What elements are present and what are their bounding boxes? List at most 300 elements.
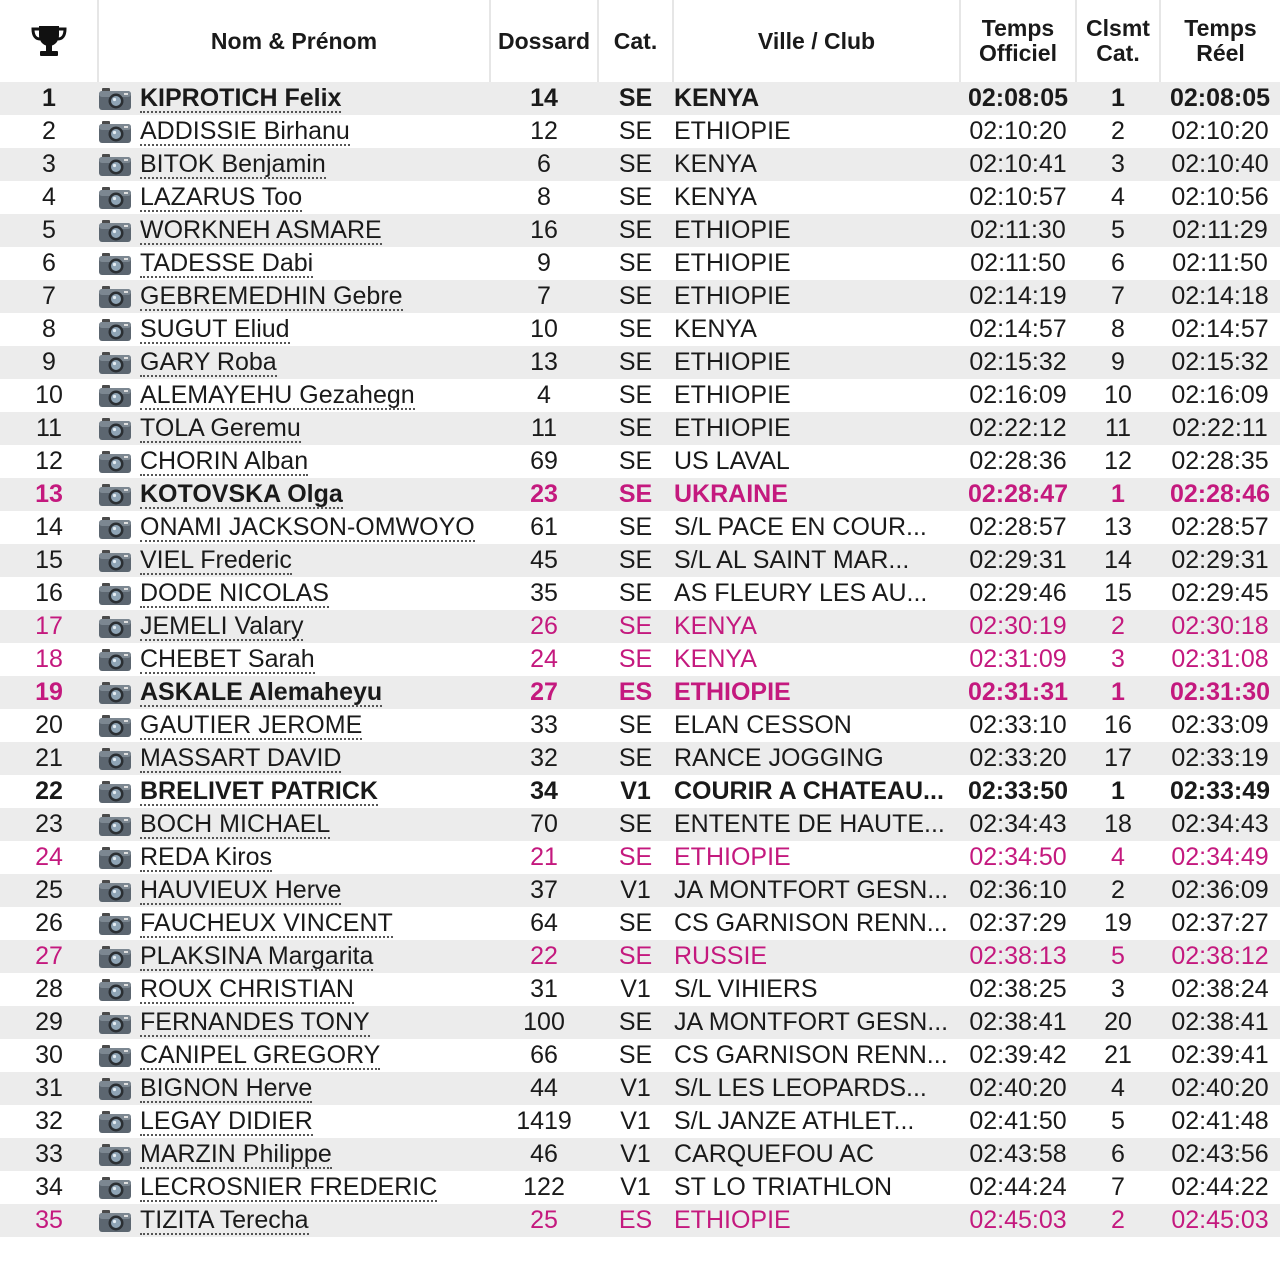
- header-clsmt-cat[interactable]: [1076, 0, 1160, 82]
- category-cell: SE: [598, 478, 673, 511]
- category-rank-cell: 19: [1076, 907, 1160, 940]
- club-cell: ETHIOPIE: [673, 280, 960, 313]
- bib-cell: 34: [490, 775, 598, 808]
- category-cell: V1: [598, 1105, 673, 1138]
- table-row: [0, 478, 1280, 511]
- rank-cell: 17: [0, 610, 98, 643]
- real-time-cell: 02:33:09: [1160, 709, 1280, 742]
- real-time-cell: 02:16:09: [1160, 379, 1280, 412]
- name-cell: [98, 709, 490, 742]
- camera-icon[interactable]: [98, 647, 132, 672]
- rank-cell: 30: [0, 1039, 98, 1072]
- camera-icon[interactable]: [98, 218, 132, 243]
- camera-icon[interactable]: [98, 185, 132, 210]
- runner-name-link[interactable]: FAUCHEUX VINCENT: [140, 909, 393, 938]
- official-time-cell: 02:29:46: [960, 577, 1076, 610]
- table-row: [0, 907, 1280, 940]
- rank-cell: 6: [0, 247, 98, 280]
- category-cell: SE: [598, 346, 673, 379]
- runner-name-link[interactable]: WORKNEH ASMARE: [140, 216, 382, 245]
- table-row: [0, 1171, 1280, 1204]
- table-row: [0, 412, 1280, 445]
- camera-icon[interactable]: [98, 1043, 132, 1068]
- rank-cell: 16: [0, 577, 98, 610]
- camera-icon[interactable]: [98, 1010, 132, 1035]
- category-cell: SE: [598, 610, 673, 643]
- name-cell: [98, 1138, 490, 1171]
- real-time-cell: 02:31:30: [1160, 676, 1280, 709]
- runner-name-link[interactable]: GEBREMEDHIN Gebre: [140, 282, 403, 311]
- category-cell: SE: [598, 1039, 673, 1072]
- official-time-cell: 02:11:50: [960, 247, 1076, 280]
- official-time-cell: 02:29:31: [960, 544, 1076, 577]
- club-cell: KENYA: [673, 181, 960, 214]
- real-time-cell: 02:38:12: [1160, 940, 1280, 973]
- club-cell: UKRAINE: [673, 478, 960, 511]
- camera-icon[interactable]: [98, 284, 132, 309]
- category-rank-cell: 18: [1076, 808, 1160, 841]
- bib-cell: 16: [490, 214, 598, 247]
- official-time-cell: 02:33:10: [960, 709, 1076, 742]
- table-row: [0, 577, 1280, 610]
- rank-cell: 3: [0, 148, 98, 181]
- bib-cell: 100: [490, 1006, 598, 1039]
- category-cell: SE: [598, 379, 673, 412]
- rank-cell: 27: [0, 940, 98, 973]
- name-cell: [98, 82, 490, 115]
- bib-cell: 24: [490, 643, 598, 676]
- runner-name-link[interactable]: LECROSNIER FREDERIC: [140, 1173, 438, 1202]
- camera-icon[interactable]: [98, 812, 132, 837]
- table-row: [0, 676, 1280, 709]
- table-row: [0, 346, 1280, 379]
- name-cell: [98, 841, 490, 874]
- official-time-cell: 02:28:36: [960, 445, 1076, 478]
- official-time-cell: 02:11:30: [960, 214, 1076, 247]
- camera-icon[interactable]: [98, 482, 132, 507]
- runner-name-link[interactable]: CHORIN Alban: [140, 447, 309, 476]
- category-cell: V1: [598, 1072, 673, 1105]
- category-cell: ES: [598, 1204, 673, 1237]
- real-time-cell: 02:08:05: [1160, 82, 1280, 115]
- header-temps-officiel[interactable]: [960, 0, 1076, 82]
- name-cell: [98, 445, 490, 478]
- camera-icon[interactable]: [98, 713, 132, 738]
- club-cell: S/L LES LEOPARDS...: [673, 1072, 960, 1105]
- camera-icon[interactable]: [98, 581, 132, 606]
- header-temps-officiel-line1: Temps: [981, 15, 1055, 41]
- category-cell: SE: [598, 82, 673, 115]
- name-cell: [98, 1039, 490, 1072]
- official-time-cell: 02:34:43: [960, 808, 1076, 841]
- bib-cell: 8: [490, 181, 598, 214]
- real-time-cell: 02:33:19: [1160, 742, 1280, 775]
- header-temps-reel-line2: Réel: [1196, 40, 1245, 66]
- camera-icon[interactable]: [98, 614, 132, 639]
- bib-cell: 122: [490, 1171, 598, 1204]
- club-cell: AS FLEURY LES AU...: [673, 577, 960, 610]
- rank-cell: 2: [0, 115, 98, 148]
- camera-icon[interactable]: [98, 548, 132, 573]
- club-cell: RUSSIE: [673, 940, 960, 973]
- name-cell: [98, 676, 490, 709]
- name-cell: [98, 1105, 490, 1138]
- category-rank-cell: 2: [1076, 115, 1160, 148]
- camera-icon[interactable]: [98, 1109, 132, 1134]
- header-temps-reel[interactable]: [1160, 0, 1280, 82]
- category-rank-cell: 12: [1076, 445, 1160, 478]
- category-cell: SE: [598, 1006, 673, 1039]
- official-time-cell: 02:28:47: [960, 478, 1076, 511]
- name-cell: [98, 1006, 490, 1039]
- club-cell: ETHIOPIE: [673, 412, 960, 445]
- category-cell: SE: [598, 808, 673, 841]
- club-cell: CS GARNISON RENN...: [673, 1039, 960, 1072]
- name-cell: [98, 1204, 490, 1237]
- real-time-cell: 02:39:41: [1160, 1039, 1280, 1072]
- camera-icon[interactable]: [98, 251, 132, 276]
- runner-name-link[interactable]: ROUX CHRISTIAN: [140, 975, 354, 1004]
- runner-name-link[interactable]: SUGUT Eliud: [140, 315, 290, 344]
- runner-name-link[interactable]: TOLA Geremu: [140, 414, 301, 443]
- category-rank-cell: 5: [1076, 940, 1160, 973]
- category-rank-cell: 5: [1076, 1105, 1160, 1138]
- category-cell: SE: [598, 841, 673, 874]
- name-cell: [98, 577, 490, 610]
- name-cell: [98, 313, 490, 346]
- real-time-cell: 02:34:49: [1160, 841, 1280, 874]
- real-time-cell: 02:10:40: [1160, 148, 1280, 181]
- rank-cell: 9: [0, 346, 98, 379]
- header-name[interactable]: Nom & Prénom: [98, 0, 490, 82]
- bib-cell: 13: [490, 346, 598, 379]
- camera-icon[interactable]: [98, 152, 132, 177]
- header-temps-officiel-line2: Officiel: [979, 40, 1057, 66]
- category-rank-cell: 10: [1076, 379, 1160, 412]
- table-body: [0, 82, 1280, 1237]
- real-time-cell: 02:14:57: [1160, 313, 1280, 346]
- header-club[interactable]: Ville / Club: [673, 0, 960, 82]
- bib-cell: 4: [490, 379, 598, 412]
- runner-name-link[interactable]: MASSART DAVID: [140, 744, 342, 773]
- name-cell: [98, 544, 490, 577]
- real-time-cell: 02:15:32: [1160, 346, 1280, 379]
- runner-name-link[interactable]: GAUTIER JEROME: [140, 711, 363, 740]
- camera-icon[interactable]: [98, 416, 132, 441]
- category-cell: SE: [598, 643, 673, 676]
- bib-cell: 23: [490, 478, 598, 511]
- table-row: [0, 709, 1280, 742]
- category-rank-cell: 3: [1076, 148, 1160, 181]
- bib-cell: 12: [490, 115, 598, 148]
- camera-icon[interactable]: [98, 977, 132, 1002]
- category-rank-cell: 4: [1076, 841, 1160, 874]
- runner-name-link[interactable]: CHEBET Sarah: [140, 645, 315, 674]
- official-time-cell: 02:10:57: [960, 181, 1076, 214]
- rank-cell: 11: [0, 412, 98, 445]
- name-cell: [98, 775, 490, 808]
- category-rank-cell: 17: [1076, 742, 1160, 775]
- bib-cell: 45: [490, 544, 598, 577]
- club-cell: ETHIOPIE: [673, 1204, 960, 1237]
- bib-cell: 14: [490, 82, 598, 115]
- table-row: [0, 808, 1280, 841]
- name-cell: [98, 643, 490, 676]
- club-cell: ELAN CESSON: [673, 709, 960, 742]
- name-cell: [98, 511, 490, 544]
- category-rank-cell: 4: [1076, 181, 1160, 214]
- table-row: [0, 1105, 1280, 1138]
- club-cell: ETHIOPIE: [673, 115, 960, 148]
- category-cell: SE: [598, 412, 673, 445]
- category-rank-cell: 2: [1076, 874, 1160, 907]
- real-time-cell: 02:36:09: [1160, 874, 1280, 907]
- header-cat[interactable]: Cat.: [598, 0, 673, 82]
- camera-icon[interactable]: [98, 383, 132, 408]
- camera-icon[interactable]: [98, 449, 132, 474]
- name-cell: [98, 214, 490, 247]
- club-cell: S/L JANZE ATHLET...: [673, 1105, 960, 1138]
- runner-name-link[interactable]: PLAKSINA Margarita: [140, 942, 374, 971]
- runner-name-link[interactable]: JEMELI Valary: [140, 612, 304, 641]
- bib-cell: 35: [490, 577, 598, 610]
- real-time-cell: 02:38:24: [1160, 973, 1280, 1006]
- runner-name-link[interactable]: GARY Roba: [140, 348, 277, 377]
- official-time-cell: 02:16:09: [960, 379, 1076, 412]
- category-cell: V1: [598, 1171, 673, 1204]
- table-row: [0, 247, 1280, 280]
- bib-cell: 31: [490, 973, 598, 1006]
- bib-cell: 69: [490, 445, 598, 478]
- bib-cell: 9: [490, 247, 598, 280]
- category-rank-cell: 14: [1076, 544, 1160, 577]
- runner-name-link[interactable]: LEGAY DIDIER: [140, 1107, 313, 1136]
- official-time-cell: 02:33:20: [960, 742, 1076, 775]
- official-time-cell: 02:41:50: [960, 1105, 1076, 1138]
- official-time-cell: 02:40:20: [960, 1072, 1076, 1105]
- camera-icon[interactable]: [98, 350, 132, 375]
- official-time-cell: 02:31:31: [960, 676, 1076, 709]
- table-row: [0, 1039, 1280, 1072]
- table-row: [0, 1072, 1280, 1105]
- runner-name-link[interactable]: MARZIN Philippe: [140, 1140, 332, 1169]
- name-cell: [98, 280, 490, 313]
- bib-cell: 46: [490, 1138, 598, 1171]
- club-cell: S/L PACE EN COUR...: [673, 511, 960, 544]
- real-time-cell: 02:33:49: [1160, 775, 1280, 808]
- trophy-icon: [30, 24, 68, 58]
- official-time-cell: 02:08:05: [960, 82, 1076, 115]
- runner-name-link[interactable]: ALEMAYEHU Gezahegn: [140, 381, 415, 410]
- camera-icon[interactable]: [98, 119, 132, 144]
- header-bib[interactable]: Dossard: [490, 0, 598, 82]
- bib-cell: 64: [490, 907, 598, 940]
- rank-cell: 32: [0, 1105, 98, 1138]
- camera-icon[interactable]: [98, 1208, 132, 1233]
- rank-cell: 1: [0, 82, 98, 115]
- rank-cell: 22: [0, 775, 98, 808]
- runner-name-link[interactable]: ONAMI JACKSON-OMWOYO: [140, 513, 475, 542]
- official-time-cell: 02:39:42: [960, 1039, 1076, 1072]
- runner-name-link[interactable]: KOTOVSKA Olga: [140, 480, 343, 509]
- rank-cell: 18: [0, 643, 98, 676]
- club-cell: ETHIOPIE: [673, 214, 960, 247]
- name-cell: [98, 115, 490, 148]
- header-clsmt-line2: Cat.: [1096, 40, 1140, 66]
- rank-cell: 4: [0, 181, 98, 214]
- category-cell: SE: [598, 313, 673, 346]
- real-time-cell: 02:10:20: [1160, 115, 1280, 148]
- category-rank-cell: 5: [1076, 214, 1160, 247]
- real-time-cell: 02:45:03: [1160, 1204, 1280, 1237]
- category-cell: SE: [598, 445, 673, 478]
- name-cell: [98, 874, 490, 907]
- category-rank-cell: 2: [1076, 610, 1160, 643]
- runner-name-link[interactable]: DODE NICOLAS: [140, 579, 329, 608]
- club-cell: JA MONTFORT GESN...: [673, 874, 960, 907]
- category-cell: SE: [598, 709, 673, 742]
- table-row: [0, 940, 1280, 973]
- runner-name-link[interactable]: ADDISSIE Birhanu: [140, 117, 350, 146]
- camera-icon[interactable]: [98, 779, 132, 804]
- runner-name-link[interactable]: KIPROTICH Felix: [140, 84, 342, 113]
- table-header: [0, 0, 1280, 82]
- category-rank-cell: 1: [1076, 676, 1160, 709]
- bib-cell: 7: [490, 280, 598, 313]
- bib-cell: 11: [490, 412, 598, 445]
- header-rank[interactable]: [0, 0, 98, 82]
- runner-name-link[interactable]: BOCH MICHAEL: [140, 810, 331, 839]
- runner-name-link[interactable]: ASKALE Alemaheyu: [140, 678, 383, 707]
- category-rank-cell: 8: [1076, 313, 1160, 346]
- name-cell: [98, 379, 490, 412]
- real-time-cell: 02:44:22: [1160, 1171, 1280, 1204]
- name-cell: [98, 610, 490, 643]
- club-cell: KENYA: [673, 82, 960, 115]
- bib-cell: 26: [490, 610, 598, 643]
- rank-cell: 15: [0, 544, 98, 577]
- runner-name-link[interactable]: BITOK Benjamin: [140, 150, 326, 179]
- runner-name-link[interactable]: TIZITA Terecha: [140, 1206, 309, 1235]
- camera-icon[interactable]: [98, 680, 132, 705]
- camera-icon[interactable]: [98, 317, 132, 342]
- rank-cell: 23: [0, 808, 98, 841]
- category-cell: SE: [598, 247, 673, 280]
- official-time-cell: 02:37:29: [960, 907, 1076, 940]
- camera-icon[interactable]: [98, 944, 132, 969]
- category-rank-cell: 6: [1076, 247, 1160, 280]
- category-rank-cell: 13: [1076, 511, 1160, 544]
- camera-icon[interactable]: [98, 878, 132, 903]
- runner-name-link[interactable]: BIGNON Herve: [140, 1074, 313, 1103]
- official-time-cell: 02:33:50: [960, 775, 1076, 808]
- real-time-cell: 02:38:41: [1160, 1006, 1280, 1039]
- club-cell: S/L VIHIERS: [673, 973, 960, 1006]
- category-rank-cell: 1: [1076, 82, 1160, 115]
- table-row: [0, 445, 1280, 478]
- rank-cell: 12: [0, 445, 98, 478]
- category-cell: SE: [598, 511, 673, 544]
- name-cell: [98, 148, 490, 181]
- runner-name-link[interactable]: VIEL Frederic: [140, 546, 292, 575]
- rank-cell: 29: [0, 1006, 98, 1039]
- real-time-cell: 02:28:35: [1160, 445, 1280, 478]
- camera-icon[interactable]: [98, 86, 132, 111]
- club-cell: ENTENTE DE HAUTE...: [673, 808, 960, 841]
- table-row: [0, 181, 1280, 214]
- official-time-cell: 02:34:50: [960, 841, 1076, 874]
- name-cell: [98, 1072, 490, 1105]
- real-time-cell: 02:43:56: [1160, 1138, 1280, 1171]
- table-row: [0, 313, 1280, 346]
- club-cell: KENYA: [673, 148, 960, 181]
- table-row: [0, 610, 1280, 643]
- runner-name-link[interactable]: BRELIVET PATRICK: [140, 777, 378, 806]
- runner-name-link[interactable]: CANIPEL GREGORY: [140, 1041, 381, 1070]
- category-rank-cell: 4: [1076, 1072, 1160, 1105]
- rank-cell: 8: [0, 313, 98, 346]
- rank-cell: 5: [0, 214, 98, 247]
- camera-icon[interactable]: [98, 1142, 132, 1167]
- real-time-cell: 02:34:43: [1160, 808, 1280, 841]
- rank-cell: 35: [0, 1204, 98, 1237]
- table-row: [0, 874, 1280, 907]
- category-cell: V1: [598, 973, 673, 1006]
- official-time-cell: 02:44:24: [960, 1171, 1076, 1204]
- club-cell: CARQUEFOU AC: [673, 1138, 960, 1171]
- category-rank-cell: 3: [1076, 973, 1160, 1006]
- club-cell: CS GARNISON RENN...: [673, 907, 960, 940]
- camera-icon[interactable]: [98, 845, 132, 870]
- name-cell: [98, 808, 490, 841]
- official-time-cell: 02:38:25: [960, 973, 1076, 1006]
- real-time-cell: 02:10:56: [1160, 181, 1280, 214]
- name-cell: [98, 1171, 490, 1204]
- table-row: [0, 1006, 1280, 1039]
- table-row: [0, 148, 1280, 181]
- camera-icon[interactable]: [98, 1175, 132, 1200]
- table-row: [0, 379, 1280, 412]
- runner-name-link[interactable]: LAZARUS Too: [140, 183, 303, 212]
- club-cell: ST LO TRIATHLON: [673, 1171, 960, 1204]
- table-row: [0, 742, 1280, 775]
- club-cell: KENYA: [673, 610, 960, 643]
- runner-name-link[interactable]: TADESSE Dabi: [140, 249, 314, 278]
- club-cell: KENYA: [673, 313, 960, 346]
- official-time-cell: 02:22:12: [960, 412, 1076, 445]
- bib-cell: 61: [490, 511, 598, 544]
- bib-cell: 27: [490, 676, 598, 709]
- club-cell: COURIR A CHATEAU...: [673, 775, 960, 808]
- category-cell: SE: [598, 907, 673, 940]
- runner-name-link[interactable]: REDA Kiros: [140, 843, 272, 872]
- category-rank-cell: 6: [1076, 1138, 1160, 1171]
- club-cell: ETHIOPIE: [673, 676, 960, 709]
- real-time-cell: 02:41:48: [1160, 1105, 1280, 1138]
- camera-icon[interactable]: [98, 746, 132, 771]
- table-row: [0, 214, 1280, 247]
- category-rank-cell: 3: [1076, 643, 1160, 676]
- camera-icon[interactable]: [98, 911, 132, 936]
- runner-name-link[interactable]: HAUVIEUX Herve: [140, 876, 342, 905]
- name-cell: [98, 742, 490, 775]
- club-cell: KENYA: [673, 643, 960, 676]
- category-cell: SE: [598, 940, 673, 973]
- camera-icon[interactable]: [98, 1076, 132, 1101]
- category-cell: SE: [598, 214, 673, 247]
- camera-icon[interactable]: [98, 515, 132, 540]
- runner-name-link[interactable]: FERNANDES TONY: [140, 1008, 370, 1037]
